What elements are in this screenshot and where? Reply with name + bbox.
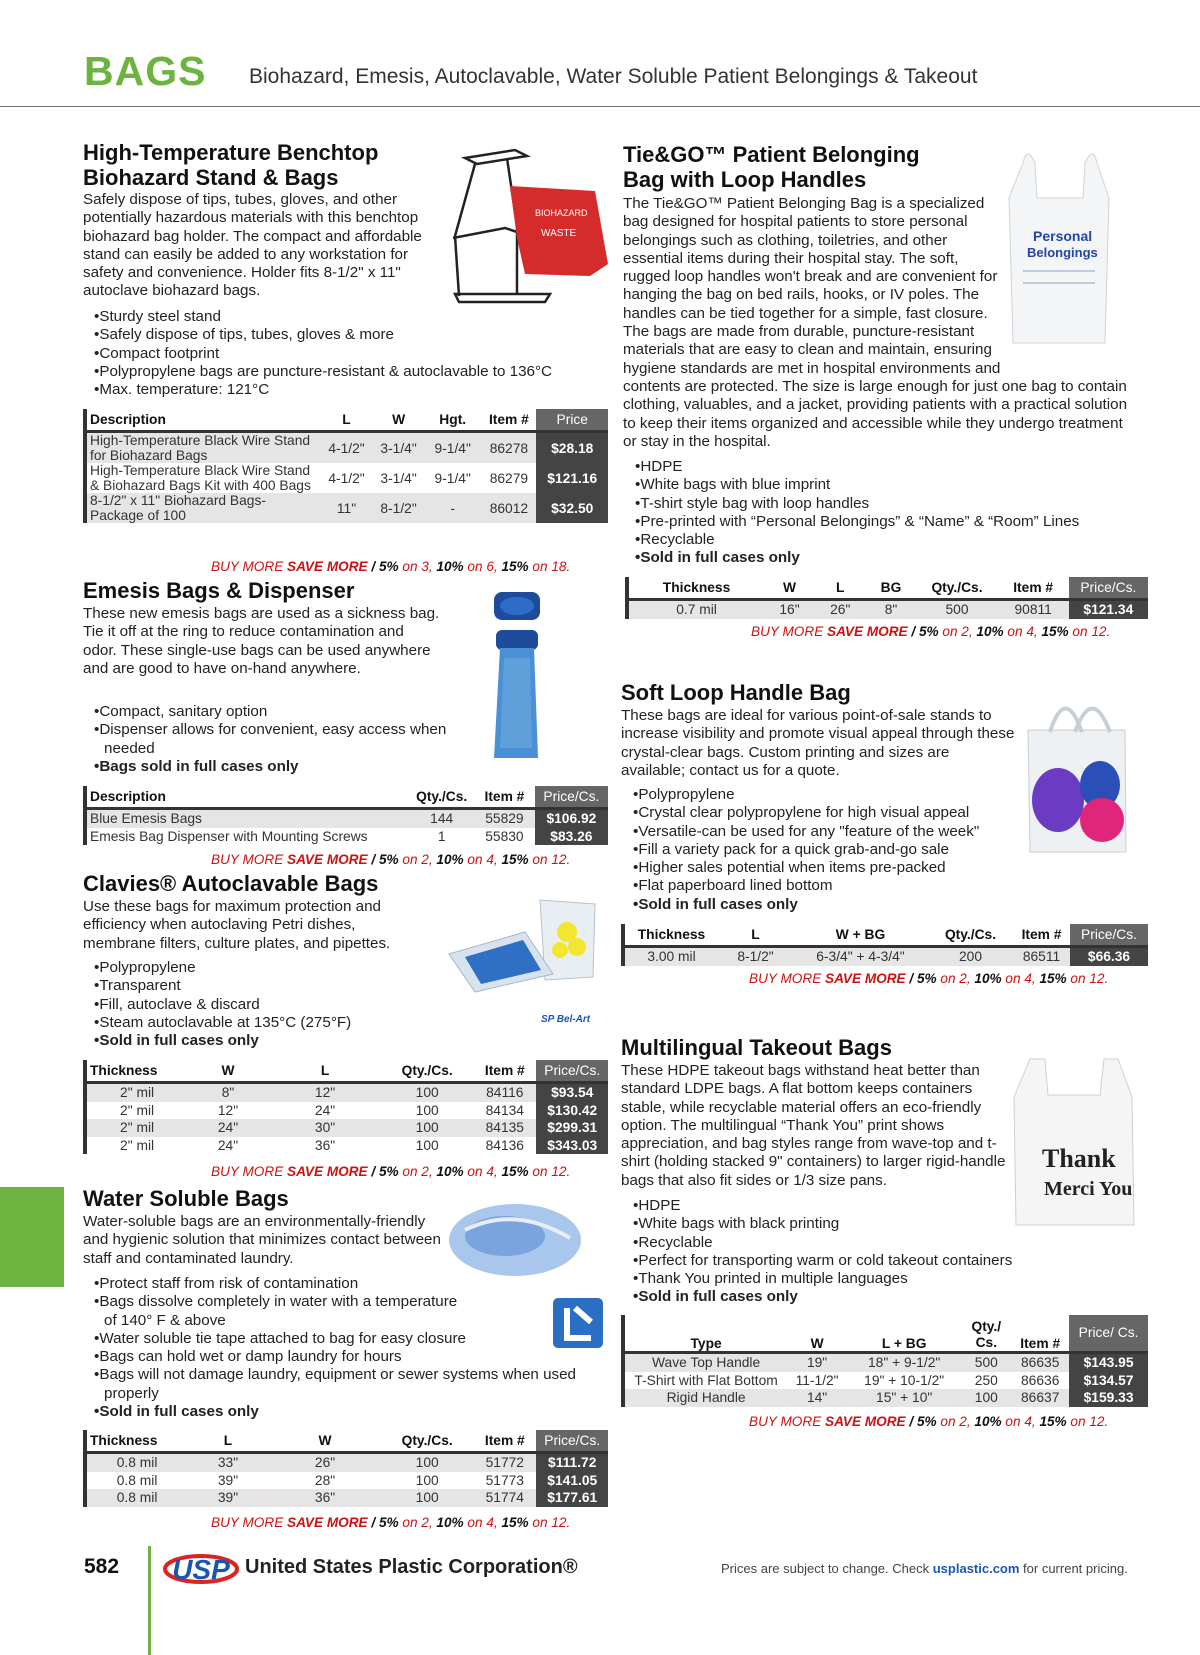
bulk-discount-promo: BUY MORE SAVE MORE / 5% on 2, 10% on 4, 15% on 12. bbox=[211, 1515, 571, 1530]
col-header: Qty./Cs. bbox=[409, 786, 474, 809]
col-header: Qty./Cs. bbox=[928, 924, 1013, 947]
col-header: Price bbox=[536, 409, 608, 432]
benchtop-features bbox=[90, 308, 590, 399]
clavies-title: Clavies® Autoclavable Bags bbox=[83, 871, 379, 896]
feature-item: • HDPE bbox=[629, 1197, 1149, 1215]
table-row: High-Temperature Black Wire Stand for Biohazard Bags 4-1/2" 3-1/4" 9-1/4" 86278 $28.18 bbox=[85, 432, 608, 464]
feature-item: • HDPE bbox=[631, 458, 1141, 476]
feature-item: • Bags dissolve completely in water with a temperature of 140° F & above bbox=[90, 1293, 610, 1330]
table-row: High-Temperature Black Wire Stand & Biohazard Bags Kit with 400 Bags 4-1/2" 3-1/4" 9-1/4" 86279 $121.16 bbox=[85, 463, 608, 493]
bulk-discount-promo: BUY MORE SAVE MORE / 5% on 2, 10% on 4, 15% on 12. bbox=[211, 1164, 571, 1179]
col-header: Item # bbox=[473, 1060, 536, 1083]
benchtop-price-table bbox=[83, 409, 608, 523]
benchtop-title: High-Temperature Benchtop Biohazard Stand & Bags bbox=[83, 140, 379, 190]
col-header: Price/Cs. bbox=[1069, 577, 1148, 600]
col-header: W bbox=[269, 1430, 381, 1453]
feature-item: • Higher sales potential when items pre-packed bbox=[629, 859, 1029, 877]
col-header: Item # bbox=[1013, 924, 1070, 947]
feature-item: • Sturdy steel stand bbox=[90, 308, 590, 326]
clavies-description: Use these bags for maximum protection and efficiency when autoclaving Petri dishes, membrane filters, culture plates, and pipettes. bbox=[83, 898, 391, 952]
col-header: Thickness bbox=[623, 924, 718, 947]
col-header: Price/Cs. bbox=[536, 1430, 608, 1453]
water-soluble-features bbox=[90, 1275, 610, 1421]
col-header: W bbox=[373, 409, 424, 432]
col-header: Price/Cs. bbox=[1070, 924, 1148, 947]
table-row: Wave Top Handle 19" 18" + 9-1/2" 500 86635 $143.95 bbox=[623, 1353, 1148, 1372]
col-header: Item # bbox=[474, 786, 535, 809]
feature-item: • Sold in full cases only bbox=[631, 549, 1141, 567]
col-header: Thickness bbox=[85, 1430, 187, 1453]
col-header: Thickness bbox=[627, 577, 764, 600]
feature-item: • Safely dispose of tips, tubes, gloves & more bbox=[90, 326, 590, 344]
page-subtitle: Biohazard, Emesis, Autoclavable, Water Soluble Patient Belongings & Takeout bbox=[249, 65, 978, 88]
col-header: Item # bbox=[998, 577, 1069, 600]
feature-item: • Bags can hold wet or damp laundry for hours bbox=[90, 1348, 610, 1366]
feature-item: • Sold in full cases only bbox=[90, 1032, 450, 1050]
feature-item: • T-shirt style bag with loop handles bbox=[631, 495, 1141, 513]
feature-item: • Versatile-can be used for any "feature of the week" bbox=[629, 823, 1029, 841]
feature-item: • White bags with blue imprint bbox=[631, 476, 1141, 494]
bag-print-text: Merci You bbox=[1044, 1178, 1133, 1200]
biohazard-stand-image bbox=[445, 146, 613, 311]
table-row: Blue Emesis Bags 144 55829 $106.92 bbox=[85, 809, 608, 828]
table-row: 0.8 mil 39" 28" 100 51773 $141.05 bbox=[85, 1472, 608, 1490]
col-header: Price/ Cs. bbox=[1069, 1315, 1148, 1353]
soft-loop-description: These bags are ideal for various point-of-sale stands to increase visibility and promote visual appeal through these crystal-clear bags. Custom printing and sizes are available; contact us for a quote. bbox=[621, 707, 1015, 779]
bulk-discount-promo: BUY MORE SAVE MORE / 5% on 2, 10% on 4, 15% on 12. bbox=[211, 852, 571, 867]
col-header: Item # bbox=[481, 409, 536, 432]
feature-item: • Pre-printed with “Personal Belongings” & “Name” & “Room” Lines bbox=[631, 513, 1141, 531]
feature-item: • Fill, autoclave & discard bbox=[90, 996, 450, 1014]
feature-item: • Bags will not damage laundry, equipment or sewer systems when used properly bbox=[90, 1366, 610, 1403]
svg-text:BIOHAZARD: BIOHAZARD bbox=[535, 208, 588, 218]
feature-item: • Bags sold in full cases only bbox=[90, 758, 450, 776]
table-row: Emesis Bag Dispenser with Mounting Screws 1 55830 $83.26 bbox=[85, 828, 608, 846]
takeout-title: Multilingual Takeout Bags bbox=[621, 1035, 892, 1060]
website-link[interactable]: usplastic.com bbox=[932, 1561, 1020, 1576]
emesis-title: Emesis Bags & Dispenser bbox=[83, 578, 355, 603]
table-row: 2" mil 24" 36" 100 84136 $343.03 bbox=[85, 1137, 608, 1155]
bag-print-text: Belongings bbox=[1027, 245, 1098, 260]
clavies-price-table bbox=[83, 1060, 608, 1154]
feature-item: • Polypropylene bbox=[90, 959, 450, 977]
tiego-price-table bbox=[625, 577, 1148, 619]
col-header: W bbox=[187, 1060, 269, 1083]
benchtop-description: Safely dispose of tips, tubes, gloves, and other potentially hazardous materials with this benchtop biohazard bag holder. The compact and affordable stand can easily be added to any workstation for safety and convenience. Holder fits 8-1/2" x 11" autoclave biohazard bags. bbox=[83, 191, 422, 300]
feature-item: • Flat paperboard lined bottom bbox=[629, 877, 1029, 895]
tiego-title: Tie&GO™ Patient Belonging Bag with Loop Handles bbox=[623, 142, 920, 192]
table-row: 2" mil 24" 30" 100 84135 $299.31 bbox=[85, 1119, 608, 1137]
col-header: L + BG bbox=[847, 1315, 961, 1353]
col-header: Type bbox=[623, 1315, 787, 1353]
table-row: 2" mil 12" 24" 100 84134 $130.42 bbox=[85, 1102, 608, 1120]
clavies-features bbox=[90, 959, 450, 1050]
col-header: BG bbox=[866, 577, 917, 600]
col-header: L bbox=[815, 577, 866, 600]
bulk-discount-promo: BUY MORE SAVE MORE / 5% on 2, 10% on 4, 15% on 12. bbox=[751, 624, 1111, 639]
takeout-features bbox=[629, 1197, 1149, 1307]
table-row: Rigid Handle 14" 15" + 10" 100 86637 $159.33 bbox=[623, 1389, 1148, 1407]
header-divider bbox=[0, 106, 1200, 107]
table-row: 2" mil 8" 12" 100 84116 $93.54 bbox=[85, 1083, 608, 1102]
tiego-features bbox=[631, 458, 1141, 568]
soft-loop-bag-image bbox=[1020, 690, 1135, 855]
table-row: 3.00 mil 8-1/2" 6-3/4" + 4-3/4" 200 86511 $66.36 bbox=[623, 947, 1148, 966]
bag-print-text: Thank bbox=[1042, 1144, 1116, 1173]
svg-text:WASTE: WASTE bbox=[541, 228, 577, 239]
feature-item: • Compact footprint bbox=[90, 345, 590, 363]
feature-item: • Compact, sanitary option bbox=[90, 703, 450, 721]
col-header: W + BG bbox=[793, 924, 928, 947]
table-row: T-Shirt with Flat Bottom 11-1/2" 19" + 10-1/2" 250 86636 $134.57 bbox=[623, 1372, 1148, 1390]
feature-item: • Polypropylene bags are puncture-resistant & autoclavable to 136°C bbox=[90, 363, 590, 381]
soft-loop-features bbox=[629, 786, 1029, 914]
col-header: Qty./Cs. bbox=[381, 1430, 473, 1453]
col-header: Qty./ Cs. bbox=[961, 1315, 1011, 1353]
clavies-bags-image bbox=[445, 892, 605, 1002]
page-category-title: BAGS bbox=[84, 48, 207, 94]
col-header: L bbox=[269, 1060, 381, 1083]
feature-item: • Polypropylene bbox=[629, 786, 1029, 804]
feature-item: • Crystal clear polypropylene for high visual appeal bbox=[629, 804, 1029, 822]
takeout-description: These HDPE takeout bags withstand heat better than standard LDPE bags. A flat bottom keeps containers stable, while recyclable material offers an eco-friendly option. The multilingual “Thank You” print shows appreciation, and bag styles range from wave-top and t-shirt (holding stacked 9" containers) to larger rigid-handle bags that also fit sides or 1/3 size pans. bbox=[621, 1062, 1006, 1189]
feature-item: • Recyclable bbox=[629, 1234, 1149, 1252]
feature-item: • Thank You printed in multiple languages bbox=[629, 1270, 1149, 1288]
table-row: 0.8 mil 39" 36" 100 51774 $177.61 bbox=[85, 1489, 608, 1507]
svg-text:USP: USP bbox=[172, 1554, 230, 1585]
emesis-features bbox=[90, 703, 450, 776]
feature-item: • White bags with black printing bbox=[629, 1215, 1149, 1233]
col-header: Hgt. bbox=[424, 409, 481, 432]
bulk-discount-promo: BUY MORE SAVE MORE / 5% on 2, 10% on 4, 15% on 12. bbox=[749, 1414, 1109, 1429]
feature-item: • Sold in full cases only bbox=[90, 1403, 610, 1421]
feature-item: • Recyclable bbox=[631, 531, 1141, 549]
emesis-bag-image bbox=[486, 588, 548, 763]
table-row: 0.8 mil 33" 26" 100 51772 $111.72 bbox=[85, 1453, 608, 1472]
col-header: Item # bbox=[473, 1430, 536, 1453]
soft-loop-price-table bbox=[621, 924, 1148, 966]
takeout-price-table bbox=[621, 1315, 1148, 1407]
emesis-price-table bbox=[83, 786, 608, 845]
feature-item: • Max. temperature: 121°C bbox=[90, 381, 590, 399]
col-header: L bbox=[320, 409, 373, 432]
tiego-description: The Tie&GO™ Patient Belonging Bag is a specialized bag designed for hospital patients to store personal belongings such as clothing, toiletries, and other essential items during their hospital stay. The soft, rugged loop handles won't break and are convenient for hanging the bag on bed rails, hooks, or IV poles. The handles can be tied together for a simple, fast closure. The bags are made from durable, puncture-resistant materials that are easy to clean and maintain, ensuring hygiene standards are met in hospital environments and contents are protected. The size is large enough for just one bag to contain clothing, valuables, and a jacket, providing patients with a practical solution to keep their items organized and accessible while they undergo treatment or stay in the hospital. bbox=[623, 195, 1128, 450]
col-header: L bbox=[187, 1430, 269, 1453]
water-soluble-title: Water Soluble Bags bbox=[83, 1186, 289, 1211]
bel-art-logo: SP Bel-Art bbox=[541, 1014, 591, 1025]
footer-divider bbox=[148, 1546, 151, 1655]
emesis-description: These new emesis bags are used as a sickness bag. Tie it off at the ring to reduce contamination and odor. These single-use bags can be used anywhere and are good to have on-hand anywhere. bbox=[83, 605, 440, 677]
water-soluble-price-table bbox=[83, 1430, 608, 1507]
feature-item: • Protect staff from risk of contamination bbox=[90, 1275, 610, 1293]
feature-item: • Sold in full cases only bbox=[629, 896, 1029, 914]
col-header: L bbox=[718, 924, 793, 947]
col-header: W bbox=[764, 577, 815, 600]
pricing-disclaimer: Prices are subject to change. Check usplastic.com for current pricing. bbox=[721, 1561, 1128, 1576]
feature-item: • Fill a variety pack for a quick grab-and-go sale bbox=[629, 841, 1029, 859]
feature-item: • Steam autoclavable at 135°C (275°F) bbox=[90, 1014, 450, 1032]
col-header: Thickness bbox=[85, 1060, 187, 1083]
col-header: Description bbox=[85, 409, 320, 432]
col-header: Item # bbox=[1011, 1315, 1069, 1353]
feature-item: • Water soluble tie tape attached to bag for easy closure bbox=[90, 1330, 610, 1348]
col-header: Qty./Cs. bbox=[381, 1060, 473, 1083]
col-header: W bbox=[787, 1315, 847, 1353]
usp-logo bbox=[163, 1549, 239, 1589]
feature-item: • Dispenser allows for convenient, easy access when needed bbox=[90, 721, 450, 758]
col-header: Qty./Cs. bbox=[916, 577, 997, 600]
feature-item: • Sold in full cases only bbox=[629, 1288, 1149, 1306]
col-header: Description bbox=[85, 786, 409, 809]
table-row: 0.7 mil 16" 26" 8" 500 90811 $121.34 bbox=[627, 600, 1148, 619]
table-row: 8-1/2" x 11" Biohazard Bags-Package of 100 11" 8-1/2" - 86012 $32.50 bbox=[85, 493, 608, 523]
col-header: Price/Cs. bbox=[535, 786, 608, 809]
section-tab-marker bbox=[0, 1187, 64, 1287]
bag-print-text: Personal bbox=[1033, 228, 1093, 244]
company-name: United States Plastic Corporation® bbox=[245, 1556, 578, 1578]
page-number: 582 bbox=[84, 1555, 120, 1578]
feature-item: • Perfect for transporting warm or cold takeout containers bbox=[629, 1252, 1149, 1270]
feature-item: • Transparent bbox=[90, 977, 450, 995]
soft-loop-title: Soft Loop Handle Bag bbox=[621, 680, 851, 705]
col-header: Price/Cs. bbox=[536, 1060, 608, 1083]
water-soluble-description: Water-soluble bags are an environmentally-friendly and hygienic solution that minimizes contact between staff and contaminated laundry. bbox=[83, 1213, 441, 1267]
bulk-discount-promo: BUY MORE SAVE MORE / 5% on 3, 10% on 6, 15% on 18. bbox=[211, 559, 571, 574]
bulk-discount-promo: BUY MORE SAVE MORE / 5% on 2, 10% on 4, 15% on 12. bbox=[749, 971, 1109, 986]
